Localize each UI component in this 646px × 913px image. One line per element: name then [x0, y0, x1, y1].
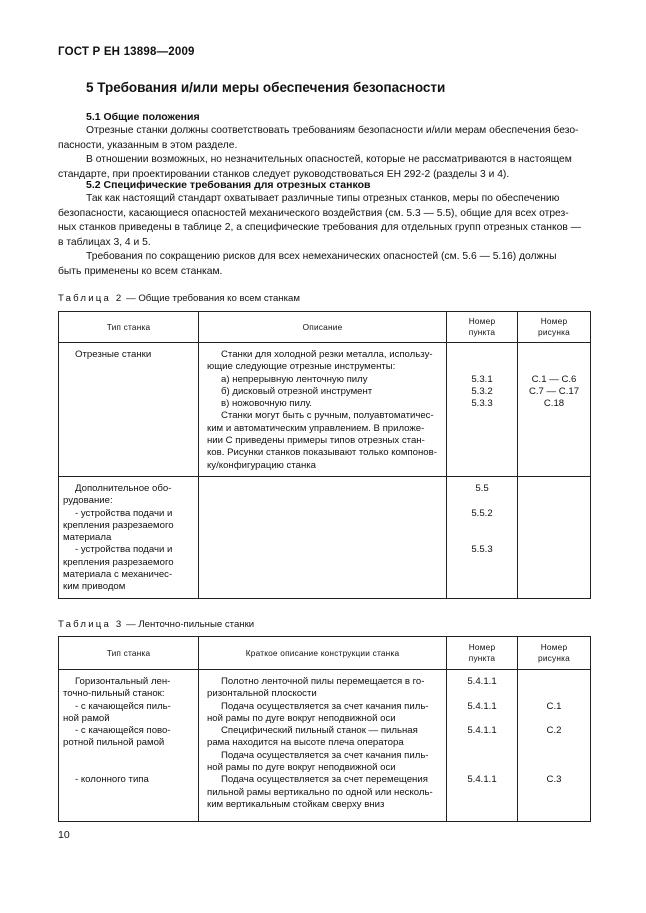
cell-text-line: рама находится на высоте плеча оператора [207, 737, 404, 749]
header-text: пункта [468, 327, 496, 337]
cell-text-line: 5.5.3 [471, 544, 493, 556]
table-2-caption [58, 293, 300, 304]
cell-text-line: Подача осуществляется за счет качания пиль- [221, 749, 429, 761]
table-3-caption [58, 619, 254, 630]
cell-text-line: C.1 — C.6 [531, 373, 577, 385]
text-line: Требования по сокращению рисков для всех немеханических опасностей (см. 5.6 — 5.16) должны [86, 251, 557, 262]
header-text: пункта [468, 653, 496, 663]
text-line: В отношении возможных, но незначительных опасностей, которые не рассматриваются в настоящем [86, 154, 572, 165]
cell-text-line: ким приводом [63, 581, 126, 593]
cell-text-line [522, 762, 586, 774]
cell-text-line: б) дисковый отрезной инструмент [221, 385, 373, 397]
cell-text-line: - с качающейся пово- [75, 725, 171, 737]
cell-text-line: Специфический пильный станок — пильная [221, 725, 418, 737]
table-3 [58, 636, 591, 822]
col-header-clause [447, 637, 518, 670]
cell-text-line: - устройства подачи и [75, 507, 173, 519]
clause-cell [447, 670, 518, 822]
header-text: Тип станка [106, 321, 151, 332]
col-header-description [199, 637, 447, 670]
cell-text-line: 5.3.2 [471, 385, 493, 397]
description-cell [199, 476, 447, 598]
cell-text-line: в) ножовочную пилу. [221, 398, 312, 410]
cell-text-line: Подача осуществляется за счет качания пиль- [221, 700, 429, 712]
cell-text-line: 5.5 [475, 482, 489, 494]
cell-text-line: ротной пильной рамой [63, 737, 165, 749]
cell-text-line [451, 532, 513, 544]
cell-text-line [522, 349, 586, 361]
cell-text-line: пильной рамы вертикально по одной или несколь- [207, 786, 433, 798]
header-text: Номер [540, 316, 568, 326]
description-cell [199, 670, 447, 822]
cell-text-line [522, 361, 586, 373]
cell-text-line: 5.4.1.1 [467, 676, 497, 687]
cell-text-line: материала [63, 532, 112, 544]
cell-text-line: 5.3.1 [471, 373, 493, 385]
subsection-title-5-1: 5.1 Общие положения [86, 111, 200, 123]
cell-text-line: ку/конфигурацию станка [207, 459, 316, 471]
cell-text-line [451, 737, 513, 749]
cell-text-line [451, 349, 513, 361]
cell-text-line: C.1 [546, 700, 562, 712]
cell-text-line: - колонного типа [75, 774, 149, 786]
header-text: Тип станка [106, 647, 151, 658]
cell-text-line [522, 676, 586, 688]
figure-cell [518, 476, 591, 598]
table-3-caption-label: Таблица 3 [58, 619, 124, 630]
cell-text-line: Станки могут быть с ручным, полуавтоматичес- [221, 410, 434, 422]
cell-text-line: материала с механичес- [63, 569, 173, 581]
cell-text-line: ной рамой [63, 712, 110, 724]
header-text: Описание [302, 321, 343, 332]
table-row [59, 670, 591, 822]
cell-text-line: ков. Рисунки станков показывают только компонов- [207, 447, 437, 459]
cell-text-line: Горизонтальный лен- [75, 676, 171, 687]
text-line: быть применены ко всем станкам. [58, 265, 223, 277]
subsection-title-5-2: 5.2 Специфические требования для отрезных станков [86, 179, 371, 191]
table-header-row [59, 637, 591, 670]
table-3-caption-text: — Ленточно-пильные станки [123, 619, 255, 630]
document-header: ГОСТ Р ЕН 13898—2009 [58, 46, 195, 58]
cell-text-line: Станки для холодной резки металла, использу- [221, 349, 433, 360]
figure-cell [518, 670, 591, 822]
cell-text-line: Дополнительное обо- [75, 482, 172, 494]
header-text: Номер [468, 642, 496, 652]
table-row [59, 343, 591, 477]
cell-text-line: крепления разрезаемого [63, 556, 174, 568]
cell-text-line: рудование: [63, 495, 113, 507]
figure-cell [518, 343, 591, 477]
col-header-clause [447, 312, 518, 343]
description-cell [199, 343, 447, 477]
col-header-figure [518, 312, 591, 343]
cell-text-line: точно-пильный станок: [63, 688, 165, 700]
cell-text-line: 5.4.1.1 [467, 725, 497, 737]
cell-text-line: ющие следующие отрезные инструменты: [207, 361, 396, 373]
page-number: 10 [58, 829, 70, 841]
cell-text-line [451, 713, 513, 725]
paragraph-5-2-b [58, 250, 590, 279]
header-text: рисунка [538, 327, 570, 337]
cell-text-line: C.2 [546, 725, 562, 737]
text-line: Отрезные станки должны соответствовать требованиям безопасности и/или мерам обеспечения безо- [86, 125, 579, 136]
header-text: Краткое описание конструкции станка [245, 647, 400, 658]
table-2 [58, 311, 591, 599]
cell-text-line [522, 737, 586, 749]
clause-cell [447, 343, 518, 477]
table-header-row [59, 312, 591, 343]
cell-text-line: нии С приведены примеры типов отрезных стан- [207, 435, 425, 447]
header-text: Номер [468, 316, 496, 326]
cell-text-line: ной рамы по дуге вокруг неподвижной оси [207, 712, 396, 724]
cell-text-line: крепления разрезаемого [63, 519, 174, 531]
text-line: Так как настоящий стандарт охватывает различные типы отрезных станков, меры по обеспечению [86, 193, 560, 204]
cell-text-line: 5.4.1.1 [467, 774, 497, 786]
header-text: рисунка [538, 653, 570, 663]
paragraph-5-1-b [58, 153, 590, 182]
col-header-type [59, 312, 199, 343]
col-header-type [59, 637, 199, 670]
cell-text-line [451, 762, 513, 774]
cell-text-line: Полотно ленточной пилы перемещается в го- [221, 676, 425, 687]
cell-text-line: Подача осуществляется за счет перемещения [221, 774, 428, 786]
cell-text-line: C.18 [543, 398, 565, 410]
cell-text-line [522, 713, 586, 725]
section-title: 5 Требования и/или меры обеспечения безопасности [86, 80, 446, 95]
header-text: Номер [540, 642, 568, 652]
cell-text-line: ким и автоматическим управлением. В приложе- [207, 422, 425, 434]
cell-text-line: ризонтальной плоскости [207, 688, 317, 700]
cell-text-line: Отрезные станки [75, 349, 152, 360]
paragraph-5-2-a [58, 192, 590, 250]
cell-text-line [451, 495, 513, 507]
cell-text-line [451, 750, 513, 762]
table-2-caption-text: — Общие требования ко всем станкам [123, 293, 300, 304]
cell-text-line: - с качающейся пиль- [75, 700, 171, 712]
cell-text-line: C.7 — C.17 [528, 385, 580, 397]
cell-text-line [522, 688, 586, 700]
paragraph-5-1-a [58, 124, 590, 153]
text-line: в таблицах 3, 4 и 5. [58, 236, 151, 248]
cell-text-line: 5.4.1.1 [467, 700, 497, 712]
cell-text-line [63, 762, 192, 774]
clause-cell [447, 476, 518, 598]
type-cell [59, 343, 199, 477]
cell-text-line [451, 361, 513, 373]
type-cell [59, 476, 199, 598]
cell-text-line: ким вертикальным стойкам сверху вниз [207, 798, 385, 810]
col-header-figure [518, 637, 591, 670]
col-header-description [199, 312, 447, 343]
cell-text-line [451, 520, 513, 532]
cell-text-line: C.3 [546, 774, 562, 786]
text-line: стандарте, при проектировании станков следует руководствоваться ЕН 292-2 (разделы 3 и 4). [58, 168, 510, 180]
table-2-caption-label: Таблица 2 [58, 293, 124, 304]
type-cell [59, 670, 199, 822]
cell-text-line: - устройства подачи и [75, 544, 173, 556]
cell-text-line [451, 688, 513, 700]
cell-text-line: ной рамы по дуге вокруг неподвижной оси [207, 762, 396, 774]
cell-text-line: а) непрерывную ленточную пилу [221, 373, 368, 385]
cell-text-line [63, 750, 192, 762]
text-line: безопасности, касающиеся опасностей механического воздействия (см. 5.3 — 5.5), общие для всех отрез- [58, 207, 569, 219]
text-line: ных станков приведены в таблице 2, а специфические требования для отдельных групп отрезных станков — [58, 222, 581, 234]
cell-text-line [522, 750, 586, 762]
text-line: пасности, указанным в этом разделе. [58, 139, 238, 151]
cell-text-line: 5.3.3 [471, 398, 493, 410]
table-row [59, 476, 591, 598]
cell-text-line: 5.5.2 [471, 507, 493, 519]
